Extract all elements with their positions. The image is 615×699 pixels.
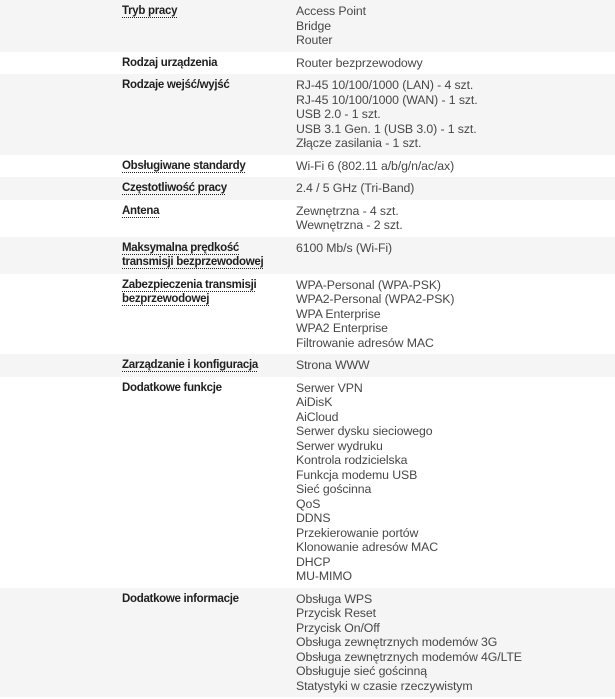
- spec-value: Wewnętrzna - 2 szt.: [296, 218, 403, 232]
- spec-value-list: [296, 204, 605, 233]
- spec-value: WPA-Personal (WPA-PSK): [296, 277, 441, 292]
- spec-label-tooltip-trigger[interactable]: Zarządzanie i konfiguracja: [122, 359, 258, 371]
- spec-value: QoS: [296, 496, 321, 511]
- spec-value-list: [296, 358, 605, 373]
- spec-value: Router: [296, 33, 333, 47]
- spec-row: [0, 200, 615, 237]
- spec-value: 6100 Mb/s (Wi-Fi): [296, 240, 393, 255]
- spec-value: Router bezprzewodowy: [296, 55, 423, 70]
- spec-value-list: [296, 241, 605, 256]
- spec-row: [0, 0, 615, 52]
- spec-row: [0, 377, 615, 588]
- spec-label-tooltip-trigger[interactable]: Tryb pracy: [122, 5, 178, 17]
- spec-value: USB 2.0 - 1 szt.: [296, 107, 381, 121]
- spec-value: Obsługa zewnętrznych modemów 3G: [296, 635, 498, 649]
- spec-value: WPA Enterprise: [296, 306, 381, 321]
- spec-value: AiDisK: [296, 395, 333, 409]
- spec-value: Wi-Fi 6 (802.11 a/b/g/n/ac/ax): [296, 158, 455, 173]
- spec-label-tooltip-trigger[interactable]: Obsługiwane standardy: [122, 159, 246, 172]
- spec-value: DHCP: [296, 554, 331, 569]
- spec-value: Przycisk On/Off: [296, 620, 380, 635]
- spec-row: [0, 588, 615, 698]
- spec-value: Bridge: [296, 18, 331, 33]
- spec-value: Funkcja modemu USB: [296, 467, 418, 482]
- spec-value: RJ-45 10/100/1000 (LAN) - 4 szt.: [296, 78, 474, 92]
- spec-value: Serwer dysku sieciowego: [296, 424, 433, 438]
- spec-value-list: [296, 592, 605, 694]
- spec-value: Kontrola rodzicielska: [296, 453, 408, 467]
- spec-row: [0, 177, 615, 200]
- spec-value: Złącze zasilania - 1 szt.: [296, 136, 422, 150]
- spec-value: Serwer wydruku: [296, 438, 383, 453]
- spec-row: [0, 52, 615, 75]
- spec-value: MU-MIMO: [296, 569, 352, 583]
- spec-value: Obsługa zewnętrznych modemów 4G/LTE: [296, 649, 522, 664]
- spec-row: [0, 155, 615, 178]
- spec-label: Rodzaj urządzenia: [122, 56, 218, 69]
- spec-value-list: [296, 4, 605, 48]
- spec-value: Obsługa WPS: [296, 591, 373, 606]
- spec-value: WPA2 Enterprise: [296, 321, 388, 335]
- spec-value-list: [296, 181, 605, 196]
- spec-value: 2.4 / 5 GHz (Tri-Band): [296, 181, 415, 195]
- spec-label: Dodatkowe informacje: [122, 592, 239, 605]
- spec-row: [0, 274, 615, 355]
- spec-value-list: [296, 78, 605, 151]
- spec-value: RJ-45 10/100/1000 (WAN) - 1 szt.: [296, 92, 478, 107]
- spec-label: Dodatkowe funkcje: [122, 381, 222, 394]
- spec-row: [0, 74, 615, 155]
- spec-value: Filtrowanie adresów MAC: [296, 335, 434, 350]
- spec-label-tooltip-trigger[interactable]: Zabezpieczenia transmisji bezprzewodowej: [122, 278, 257, 305]
- spec-label-tooltip-trigger[interactable]: Maksymalna prędkość transmisji bezprzewodowej: [122, 241, 264, 268]
- spec-value: Obsługuje sieć gościnną: [296, 664, 427, 678]
- spec-value: Statystyki w czasie rzeczywistym: [296, 678, 473, 693]
- spec-value: AiCloud: [296, 409, 339, 424]
- spec-value: WPA2-Personal (WPA2-PSK): [296, 292, 455, 306]
- spec-value: Access Point: [296, 4, 366, 18]
- spec-value: Zewnętrzna - 4 szt.: [296, 203, 399, 218]
- spec-value: DDNS: [296, 511, 331, 525]
- spec-value-list: [296, 56, 605, 71]
- spec-value-list: [296, 278, 605, 351]
- spec-value: Serwer VPN: [296, 380, 363, 395]
- spec-row: [0, 354, 615, 377]
- spec-value: Strona WWW: [296, 358, 370, 372]
- spec-value: Sieć gościnna: [296, 482, 372, 496]
- spec-label: Rodzaje wejść/wyjść: [122, 79, 230, 91]
- spec-label-tooltip-trigger[interactable]: Częstotliwość pracy: [122, 182, 227, 194]
- spec-label-tooltip-trigger[interactable]: Antena: [122, 204, 160, 217]
- spec-row: [0, 237, 615, 274]
- spec-value-list: [296, 159, 605, 174]
- spec-value: USB 3.1 Gen. 1 (USB 3.0) - 1 szt.: [296, 121, 477, 136]
- spec-value: Przekierowanie portów: [296, 525, 419, 540]
- spec-value: Przycisk Reset: [296, 606, 376, 620]
- spec-value: Klonowanie adresów MAC: [296, 540, 439, 554]
- spec-value-list: [296, 381, 605, 584]
